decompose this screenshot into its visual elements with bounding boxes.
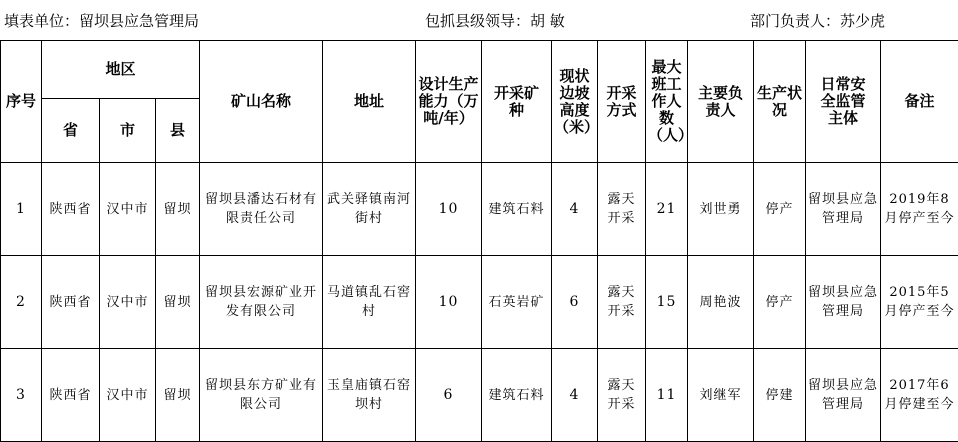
col-header-slope: 现状边坡高度（米） [552,41,598,163]
cell-county: 留坝 [156,256,200,349]
col-header-supervisor: 日常安全监管主体 [806,41,881,163]
cell-address: 武关驿镇南河街村 [323,163,416,256]
cell-seq: 3 [1,349,42,442]
col-header-mineral: 开采矿种 [482,41,552,163]
col-header-max-workers: 最大班工作人数（人） [646,41,688,163]
cell-mine-name: 留坝县东方矿业有限公司 [200,349,323,442]
cell-province: 陕西省 [42,163,100,256]
cell-status: 停产 [754,163,806,256]
cell-method: 露天开采 [598,349,646,442]
header-row-1 [1,41,958,99]
cell-province: 陕西省 [42,349,100,442]
cell-max-workers: 11 [646,349,688,442]
cell-capacity: 10 [416,163,482,256]
col-header-mine-name: 矿山名称 [200,41,323,163]
cell-city: 汉中市 [100,349,156,442]
col-header-capacity: 设计生产能力（万吨/年） [416,41,482,163]
cell-address: 马道镇乱石窖村 [323,256,416,349]
cell-method: 露天开采 [598,256,646,349]
cell-city: 汉中市 [100,163,156,256]
col-header-status: 生产状况 [754,41,806,163]
cell-max-workers: 15 [646,256,688,349]
cell-slope: 4 [552,349,598,442]
cell-slope: 6 [552,256,598,349]
cell-manager: 刘世勇 [688,163,754,256]
cell-county: 留坝 [156,349,200,442]
cell-supervisor: 留坝县应急管理局 [806,256,881,349]
form-info-bar [0,0,958,40]
cell-supervisor: 留坝县应急管理局 [806,163,881,256]
col-header-method: 开采方式 [598,41,646,163]
cell-manager: 刘继军 [688,349,754,442]
col-header-manager: 主要负责人 [688,41,754,163]
mine-table [0,40,958,442]
cell-manager: 周艳波 [688,256,754,349]
cell-mine-name: 留坝县潘达石材有限责任公司 [200,163,323,256]
cell-county: 留坝 [156,163,200,256]
filling-unit: 填表单位：留坝县应急管理局 [4,10,199,31]
cell-remarks: 2019年8月停产至今 [881,163,958,256]
table-row [1,163,958,256]
cell-mineral: 建筑石料 [482,163,552,256]
cell-max-workers: 21 [646,163,688,256]
cell-method: 露天开采 [598,163,646,256]
cell-province: 陕西省 [42,256,100,349]
cell-slope: 4 [552,163,598,256]
cell-seq: 2 [1,256,42,349]
cell-mine-name: 留坝县宏源矿业开发有限公司 [200,256,323,349]
col-header-address: 地址 [323,41,416,163]
cell-capacity: 6 [416,349,482,442]
table-row [1,256,958,349]
col-header-county: 县 [156,99,200,163]
cell-mineral: 石英岩矿 [482,256,552,349]
col-header-city: 市 [100,99,156,163]
cell-remarks: 2015年5月停产至今 [881,256,958,349]
table-row [1,349,958,442]
department-head: 部门负责人：苏少虎 [750,10,885,31]
cell-city: 汉中市 [100,256,156,349]
col-header-remarks: 备注 [881,41,958,163]
col-header-seq: 序号 [1,41,42,163]
cell-mineral: 建筑石料 [482,349,552,442]
county-leader: 包抓县级领导：胡 敏 [425,10,565,31]
cell-status: 停产 [754,256,806,349]
cell-remarks: 2017年6月停建至今 [881,349,958,442]
cell-status: 停建 [754,349,806,442]
cell-capacity: 10 [416,256,482,349]
col-header-province: 省 [42,99,100,163]
cell-supervisor: 留坝县应急管理局 [806,349,881,442]
cell-address: 玉皇庙镇石窑坝村 [323,349,416,442]
cell-seq: 1 [1,163,42,256]
col-header-region: 地区 [42,41,200,99]
